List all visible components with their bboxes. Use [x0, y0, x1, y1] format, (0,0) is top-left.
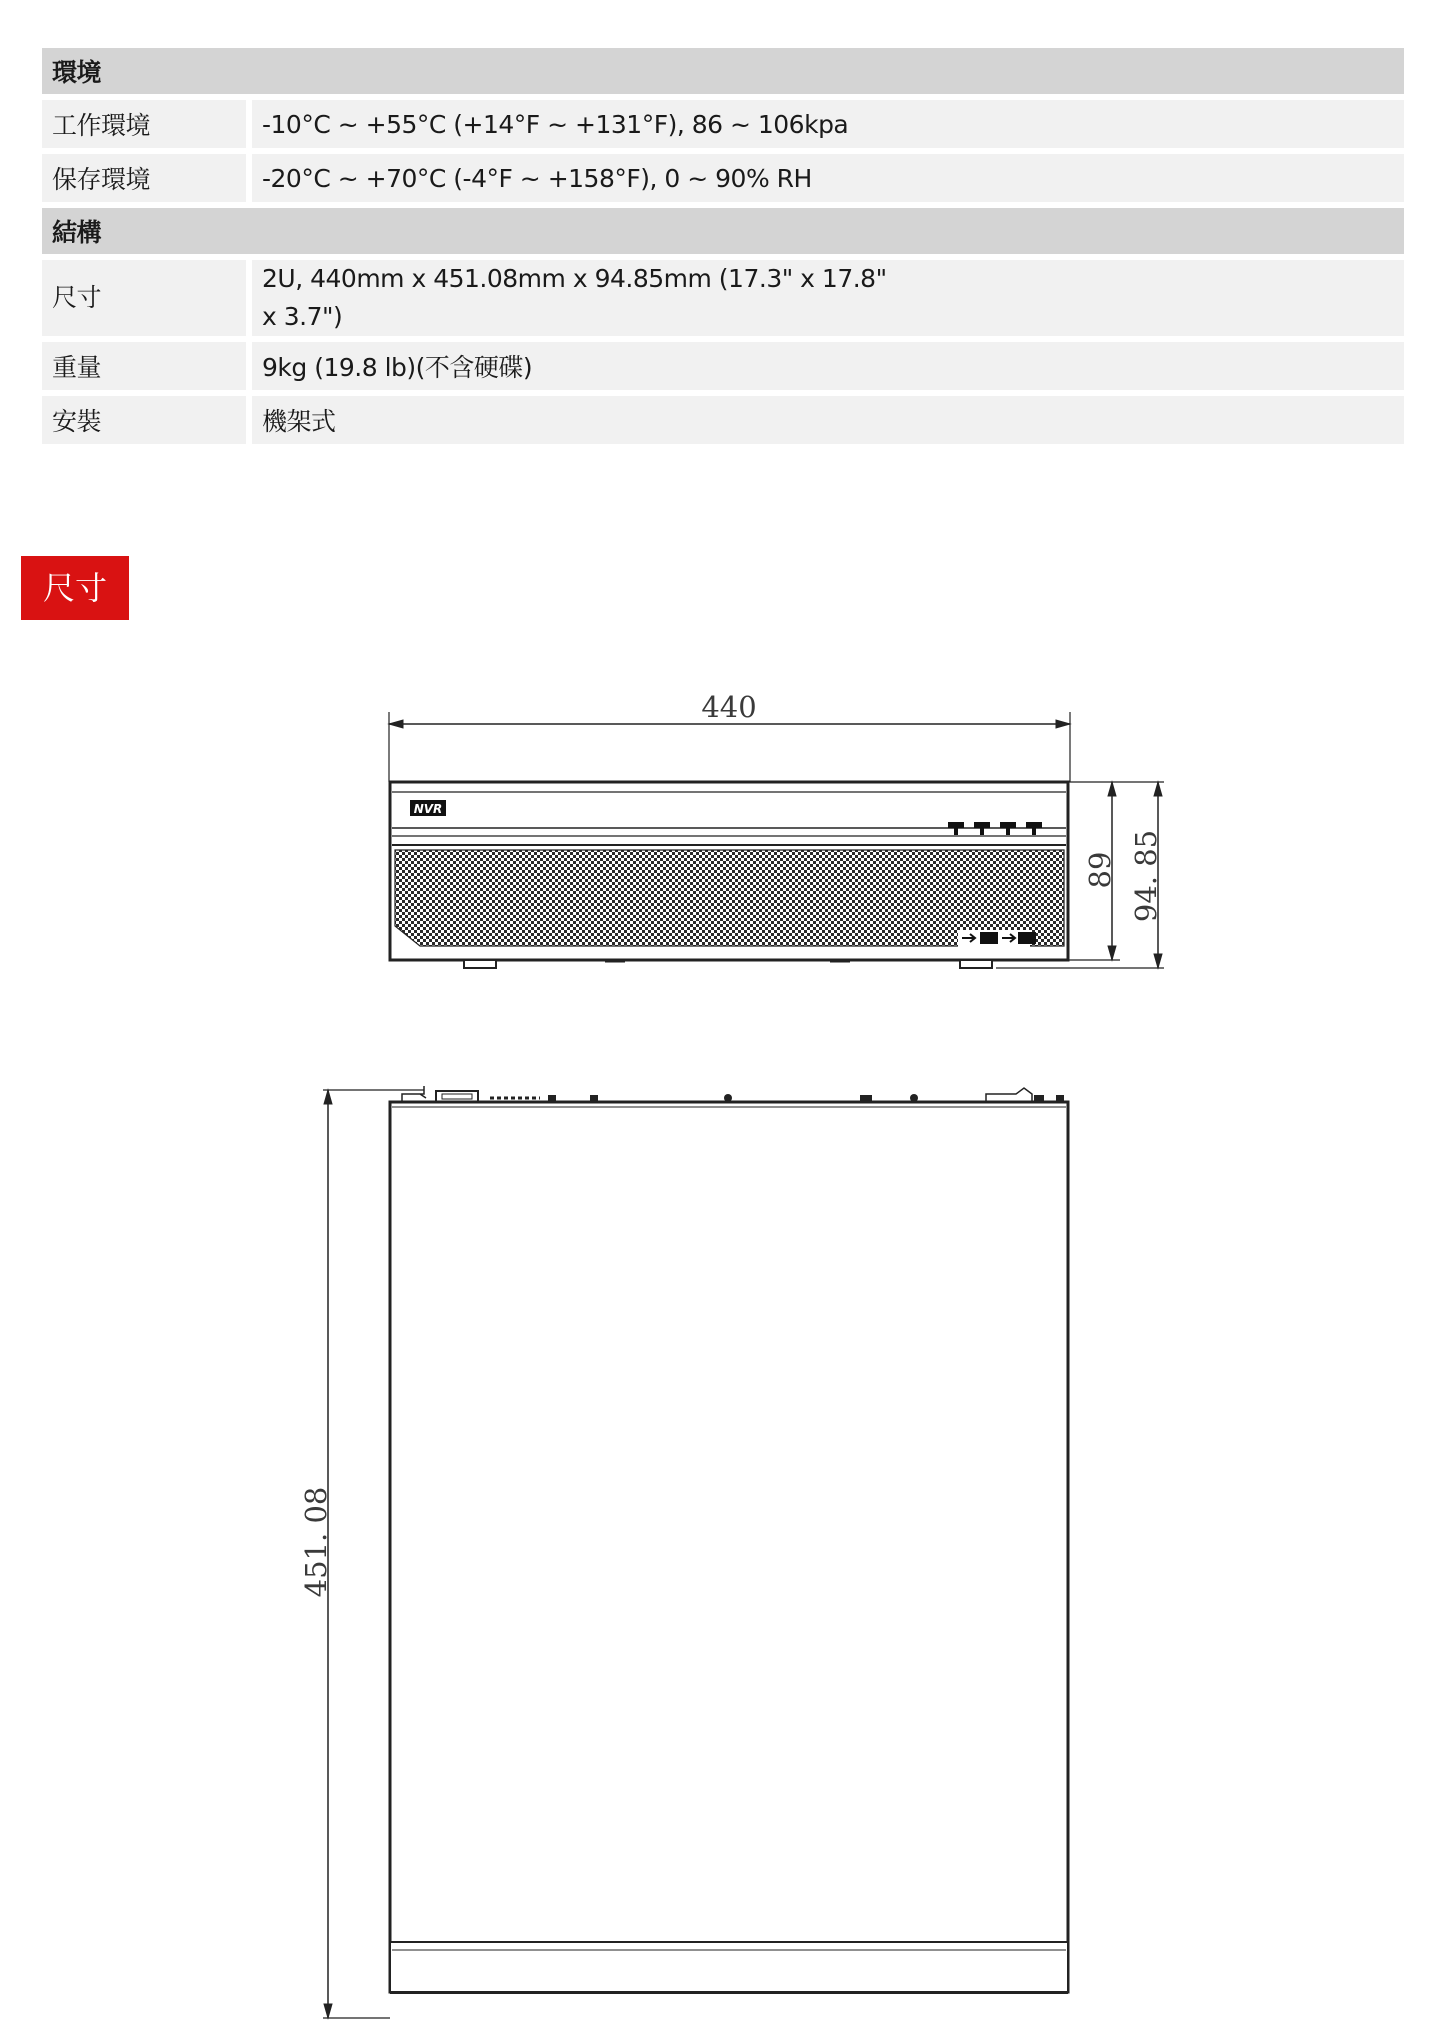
- spec-value: -20°C ~ +70°C (-4°F ~ +158°F), 0 ~ 90% RH: [252, 154, 1404, 202]
- usb-ports: [958, 930, 1036, 948]
- rear-connectors: [402, 1086, 1064, 1102]
- section-title: 環境: [42, 48, 1404, 94]
- body-height-label: 89: [1083, 851, 1117, 889]
- dimensions-section-tag: 尺寸: [21, 556, 129, 620]
- total-height-label: 94. 85: [1129, 829, 1163, 923]
- nvr-logo-text: NVR: [413, 802, 443, 816]
- spec-value-line: x 3.7"): [262, 302, 343, 331]
- foot: [464, 960, 496, 968]
- spec-label: 工作環境: [42, 100, 252, 148]
- spec-label: 尺寸: [42, 260, 252, 336]
- spec-value-line: 2U, 440mm x 451.08mm x 94.85mm (17.3" x 17.8": [262, 264, 887, 293]
- foot: [960, 960, 992, 968]
- spec-label: 重量: [42, 342, 252, 390]
- spec-value: -10°C ~ +55°C (+14°F ~ +131°F), 86 ~ 106kpa: [252, 100, 1404, 148]
- width-label: 440: [701, 690, 757, 724]
- depth-label: 451. 08: [299, 1486, 333, 1598]
- chassis-top: [390, 1102, 1068, 1992]
- top-view: [323, 1086, 1068, 2018]
- section-title: 結構: [42, 208, 1404, 254]
- spec-label: 安裝: [42, 396, 252, 444]
- spec-value: 9kg (19.8 lb)(不含硬碟): [252, 342, 1404, 390]
- front-view: [389, 712, 1164, 968]
- spec-label: 保存環境: [42, 154, 252, 202]
- spec-value: 機架式: [252, 396, 1404, 444]
